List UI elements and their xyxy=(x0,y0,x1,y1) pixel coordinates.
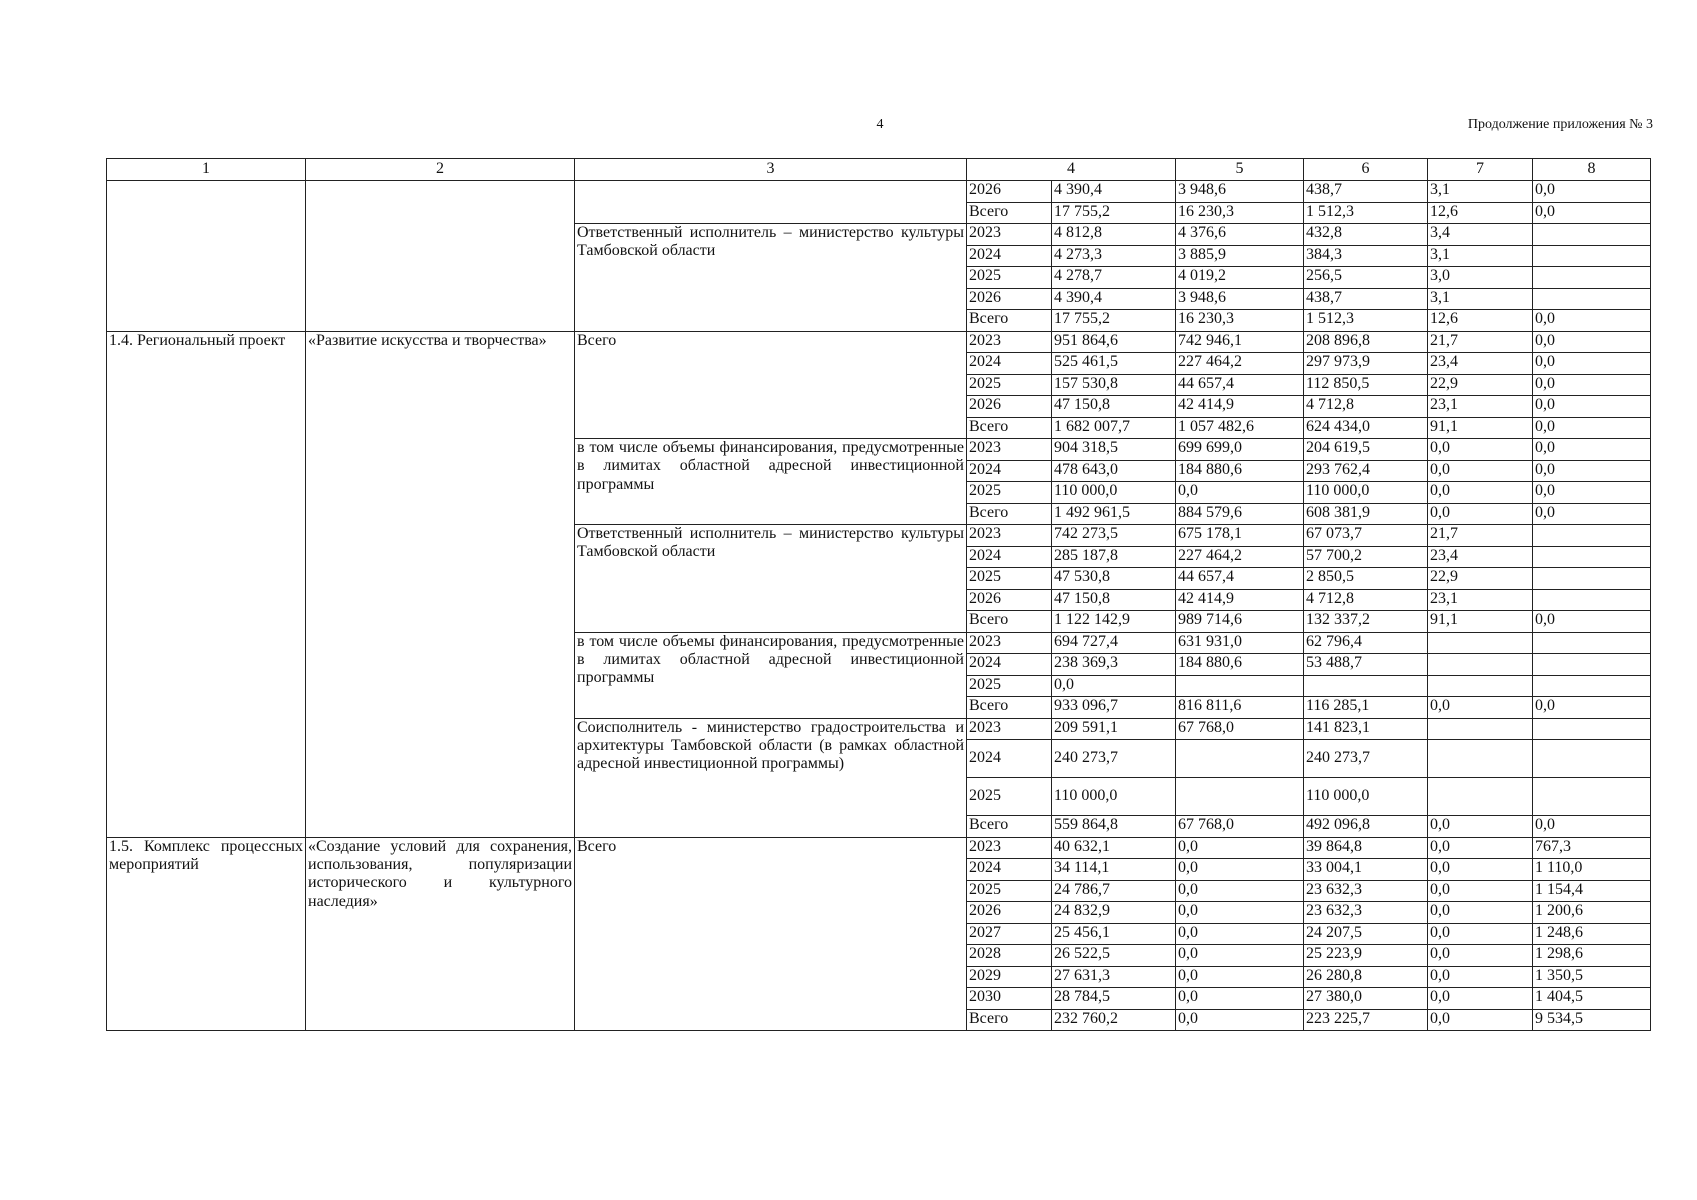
year-cell: 2024 xyxy=(967,740,1052,778)
value-cell: 27 631,3 xyxy=(1052,966,1176,988)
value-cell: 0,0 xyxy=(1533,310,1651,332)
value-cell: 26 522,5 xyxy=(1052,945,1176,967)
section-name-cell: «Создание условий для сохранения, использования, популяризации исторического и культурного наследия» xyxy=(306,837,575,1031)
value-cell: 904 318,5 xyxy=(1052,439,1176,461)
value-cell: 0,0 xyxy=(1428,923,1533,945)
funding-table xyxy=(106,158,1651,1031)
value-cell: 0,0 xyxy=(1428,1009,1533,1031)
value-cell xyxy=(1533,525,1651,547)
value-cell: 67 073,7 xyxy=(1304,525,1428,547)
value-cell xyxy=(1428,654,1533,676)
value-cell xyxy=(1533,267,1651,289)
value-cell: 0,0 xyxy=(1176,880,1304,902)
description-cell: Всего xyxy=(575,837,967,1031)
value-cell xyxy=(1428,632,1533,654)
table-row xyxy=(107,837,1651,859)
value-cell xyxy=(1428,675,1533,697)
value-cell: 742 946,1 xyxy=(1176,331,1304,353)
value-cell: 0,0 xyxy=(1428,460,1533,482)
value-cell: 16 230,3 xyxy=(1176,310,1304,332)
value-cell: 27 380,0 xyxy=(1304,988,1428,1010)
year-cell: 2024 xyxy=(967,353,1052,375)
value-cell: 4 390,4 xyxy=(1052,288,1176,310)
value-cell: 4 273,3 xyxy=(1052,245,1176,267)
year-cell: 2023 xyxy=(967,718,1052,740)
value-cell: 57 700,2 xyxy=(1304,546,1428,568)
value-cell xyxy=(1428,718,1533,740)
value-cell: 0,0 xyxy=(1428,988,1533,1010)
value-cell: 4 019,2 xyxy=(1176,267,1304,289)
value-cell: 0,0 xyxy=(1428,816,1533,838)
value-cell: 47 150,8 xyxy=(1052,589,1176,611)
description-cell: Соисполнитель - министерство градостроительства и архитектуры Тамбовской области (в рамках областной адресной инвестиционной программы) xyxy=(575,718,967,837)
value-cell: 23,4 xyxy=(1428,546,1533,568)
value-cell: 1 512,3 xyxy=(1304,310,1428,332)
year-cell: 2025 xyxy=(967,374,1052,396)
year-cell: 2023 xyxy=(967,525,1052,547)
value-cell: 0,0 xyxy=(1428,945,1533,967)
value-cell: 21,7 xyxy=(1428,331,1533,353)
value-cell: 39 864,8 xyxy=(1304,837,1428,859)
value-cell: 608 381,9 xyxy=(1304,503,1428,525)
continuation-note: Продолжение приложения № 3 xyxy=(1467,117,1653,132)
value-cell: 384,3 xyxy=(1304,245,1428,267)
value-cell: 28 784,5 xyxy=(1052,988,1176,1010)
year-cell: 2023 xyxy=(967,837,1052,859)
value-cell: 0,0 xyxy=(1428,966,1533,988)
value-cell: 1 492 961,5 xyxy=(1052,503,1176,525)
year-cell: Всего xyxy=(967,611,1052,633)
year-cell: 2023 xyxy=(967,331,1052,353)
value-cell: 0,0 xyxy=(1533,460,1651,482)
value-cell: 47 530,8 xyxy=(1052,568,1176,590)
value-cell: 12,6 xyxy=(1428,310,1533,332)
value-cell: 1 110,0 xyxy=(1533,859,1651,881)
section-code-cell xyxy=(107,181,306,332)
value-cell: 4 390,4 xyxy=(1052,181,1176,203)
value-cell: 525 461,5 xyxy=(1052,353,1176,375)
value-cell: 112 850,5 xyxy=(1304,374,1428,396)
col-header: 3 xyxy=(575,159,967,181)
col-header: 8 xyxy=(1533,159,1651,181)
value-cell: 0,0 xyxy=(1176,988,1304,1010)
description-cell: в том числе объемы финансирования, предусмотренные в лимитах областной адресной инвестиционной программы xyxy=(575,439,967,525)
value-cell: 204 619,5 xyxy=(1304,439,1428,461)
year-cell: 2023 xyxy=(967,224,1052,246)
value-cell: 116 285,1 xyxy=(1304,697,1428,719)
year-cell: 2026 xyxy=(967,181,1052,203)
value-cell: 989 714,6 xyxy=(1176,611,1304,633)
value-cell: 0,0 xyxy=(1176,923,1304,945)
value-cell: 24 786,7 xyxy=(1052,880,1176,902)
value-cell: 0,0 xyxy=(1176,902,1304,924)
description-cell: в том числе объемы финансирования, предусмотренные в лимитах областной адресной инвестиционной программы xyxy=(575,632,967,718)
value-cell: 0,0 xyxy=(1176,859,1304,881)
section-name-cell: «Развитие искусства и творчества» xyxy=(306,331,575,837)
value-cell: 0,0 xyxy=(1533,697,1651,719)
year-cell: 2026 xyxy=(967,902,1052,924)
value-cell: 24 207,5 xyxy=(1304,923,1428,945)
value-cell: 0,0 xyxy=(1428,697,1533,719)
value-cell: 1 200,6 xyxy=(1533,902,1651,924)
value-cell: 141 823,1 xyxy=(1304,718,1428,740)
value-cell: 184 880,6 xyxy=(1176,654,1304,676)
section-name-cell xyxy=(306,181,575,332)
col-header: 2 xyxy=(306,159,575,181)
year-cell: 2026 xyxy=(967,589,1052,611)
value-cell: 0,0 xyxy=(1533,331,1651,353)
year-cell: 2024 xyxy=(967,245,1052,267)
value-cell: 1 404,5 xyxy=(1533,988,1651,1010)
year-cell: 2025 xyxy=(967,568,1052,590)
value-cell: 12,6 xyxy=(1428,202,1533,224)
value-cell: 4 712,8 xyxy=(1304,396,1428,418)
value-cell: 209 591,1 xyxy=(1052,718,1176,740)
value-cell xyxy=(1533,675,1651,697)
year-cell: 2025 xyxy=(967,880,1052,902)
value-cell: 1 512,3 xyxy=(1304,202,1428,224)
table-row xyxy=(107,181,1651,203)
col-header: 7 xyxy=(1428,159,1533,181)
value-cell: 742 273,5 xyxy=(1052,525,1176,547)
value-cell: 1 350,5 xyxy=(1533,966,1651,988)
value-cell: 0,0 xyxy=(1533,353,1651,375)
value-cell: 208 896,8 xyxy=(1304,331,1428,353)
value-cell: 4 712,8 xyxy=(1304,589,1428,611)
year-cell: 2025 xyxy=(967,267,1052,289)
value-cell: 24 832,9 xyxy=(1052,902,1176,924)
value-cell: 2 850,5 xyxy=(1304,568,1428,590)
year-cell: 2024 xyxy=(967,859,1052,881)
value-cell xyxy=(1533,740,1651,778)
value-cell: 42 414,9 xyxy=(1176,589,1304,611)
value-cell xyxy=(1533,654,1651,676)
value-cell: 3,0 xyxy=(1428,267,1533,289)
year-cell: 2025 xyxy=(967,778,1052,816)
value-cell: 25 456,1 xyxy=(1052,923,1176,945)
value-cell: 933 096,7 xyxy=(1052,697,1176,719)
value-cell: 240 273,7 xyxy=(1052,740,1176,778)
value-cell xyxy=(1176,778,1304,816)
value-cell: 0,0 xyxy=(1428,439,1533,461)
value-cell: 23,1 xyxy=(1428,396,1533,418)
description-cell: Всего xyxy=(575,331,967,439)
value-cell: 432,8 xyxy=(1304,224,1428,246)
value-cell: 0,0 xyxy=(1533,181,1651,203)
value-cell: 67 768,0 xyxy=(1176,718,1304,740)
value-cell: 0,0 xyxy=(1533,202,1651,224)
col-header: 6 xyxy=(1304,159,1428,181)
year-cell: Всего xyxy=(967,1009,1052,1031)
year-cell: 2024 xyxy=(967,460,1052,482)
value-cell: 53 488,7 xyxy=(1304,654,1428,676)
year-cell: Всего xyxy=(967,816,1052,838)
value-cell: 34 114,1 xyxy=(1052,859,1176,881)
year-cell: 2024 xyxy=(967,546,1052,568)
value-cell: 3,1 xyxy=(1428,288,1533,310)
value-cell: 21,7 xyxy=(1428,525,1533,547)
value-cell xyxy=(1533,288,1651,310)
value-cell: 478 643,0 xyxy=(1052,460,1176,482)
value-cell xyxy=(1533,589,1651,611)
value-cell: 0,0 xyxy=(1533,503,1651,525)
value-cell: 3,1 xyxy=(1428,181,1533,203)
value-cell: 3,1 xyxy=(1428,245,1533,267)
value-cell: 223 225,7 xyxy=(1304,1009,1428,1031)
value-cell: 23 632,3 xyxy=(1304,902,1428,924)
value-cell: 3 885,9 xyxy=(1176,245,1304,267)
value-cell: 62 796,4 xyxy=(1304,632,1428,654)
value-cell: 23,4 xyxy=(1428,353,1533,375)
year-cell: 2025 xyxy=(967,482,1052,504)
year-cell: Всего xyxy=(967,202,1052,224)
value-cell: 0,0 xyxy=(1533,611,1651,633)
value-cell: 238 369,3 xyxy=(1052,654,1176,676)
value-cell xyxy=(1533,632,1651,654)
value-cell: 492 096,8 xyxy=(1304,816,1428,838)
value-cell: 227 464,2 xyxy=(1176,353,1304,375)
value-cell: 67 768,0 xyxy=(1176,816,1304,838)
value-cell: 4 812,8 xyxy=(1052,224,1176,246)
table-row xyxy=(107,331,1651,353)
value-cell: 227 464,2 xyxy=(1176,546,1304,568)
value-cell: 1 248,6 xyxy=(1533,923,1651,945)
value-cell: 0,0 xyxy=(1428,837,1533,859)
value-cell: 47 150,8 xyxy=(1052,396,1176,418)
year-cell: 2026 xyxy=(967,288,1052,310)
value-cell: 17 755,2 xyxy=(1052,202,1176,224)
value-cell: 0,0 xyxy=(1176,837,1304,859)
value-cell: 0,0 xyxy=(1428,503,1533,525)
value-cell: 0,0 xyxy=(1428,880,1533,902)
value-cell: 438,7 xyxy=(1304,181,1428,203)
value-cell: 0,0 xyxy=(1176,1009,1304,1031)
value-cell: 0,0 xyxy=(1533,439,1651,461)
year-cell: Всего xyxy=(967,417,1052,439)
value-cell: 0,0 xyxy=(1428,902,1533,924)
value-cell: 1 682 007,7 xyxy=(1052,417,1176,439)
value-cell: 110 000,0 xyxy=(1304,482,1428,504)
col-header: 4 xyxy=(967,159,1176,181)
value-cell: 1 122 142,9 xyxy=(1052,611,1176,633)
value-cell: 631 931,0 xyxy=(1176,632,1304,654)
year-cell: 2023 xyxy=(967,439,1052,461)
year-cell: Всего xyxy=(967,310,1052,332)
value-cell: 297 973,9 xyxy=(1304,353,1428,375)
value-cell: 3 948,6 xyxy=(1176,288,1304,310)
year-cell: 2030 xyxy=(967,988,1052,1010)
value-cell xyxy=(1176,740,1304,778)
value-cell: 694 727,4 xyxy=(1052,632,1176,654)
page-number: 4 xyxy=(876,117,884,132)
year-cell: Всего xyxy=(967,697,1052,719)
year-cell: 2024 xyxy=(967,654,1052,676)
year-cell: 2027 xyxy=(967,923,1052,945)
value-cell: 26 280,8 xyxy=(1304,966,1428,988)
value-cell: 559 864,8 xyxy=(1052,816,1176,838)
col-header: 5 xyxy=(1176,159,1304,181)
value-cell xyxy=(1428,778,1533,816)
value-cell: 3 948,6 xyxy=(1176,181,1304,203)
value-cell xyxy=(1304,675,1428,697)
value-cell xyxy=(1533,718,1651,740)
year-cell: 2029 xyxy=(967,966,1052,988)
section-code-cell: 1.4. Региональный проект xyxy=(107,331,306,837)
value-cell: 240 273,7 xyxy=(1304,740,1428,778)
header-row xyxy=(107,159,1651,181)
value-cell: 1 057 482,6 xyxy=(1176,417,1304,439)
value-cell: 232 760,2 xyxy=(1052,1009,1176,1031)
value-cell: 23,1 xyxy=(1428,589,1533,611)
value-cell: 1 298,6 xyxy=(1533,945,1651,967)
value-cell: 767,3 xyxy=(1533,837,1651,859)
value-cell: 0,0 xyxy=(1176,966,1304,988)
value-cell: 438,7 xyxy=(1304,288,1428,310)
description-cell: Ответственный исполнитель – министерство культуры Тамбовской области xyxy=(575,224,967,332)
value-cell: 157 530,8 xyxy=(1052,374,1176,396)
value-cell: 9 534,5 xyxy=(1533,1009,1651,1031)
value-cell: 699 699,0 xyxy=(1176,439,1304,461)
value-cell: 884 579,6 xyxy=(1176,503,1304,525)
value-cell xyxy=(1533,245,1651,267)
value-cell: 285 187,8 xyxy=(1052,546,1176,568)
year-cell: 2023 xyxy=(967,632,1052,654)
section-code-cell: 1.5. Комплекс процессных мероприятий xyxy=(107,837,306,1031)
value-cell: 951 864,6 xyxy=(1052,331,1176,353)
value-cell: 0,0 xyxy=(1428,482,1533,504)
value-cell: 25 223,9 xyxy=(1304,945,1428,967)
value-cell: 0,0 xyxy=(1533,396,1651,418)
value-cell: 40 632,1 xyxy=(1052,837,1176,859)
value-cell: 42 414,9 xyxy=(1176,396,1304,418)
value-cell xyxy=(1533,224,1651,246)
value-cell: 3,4 xyxy=(1428,224,1533,246)
value-cell: 23 632,3 xyxy=(1304,880,1428,902)
value-cell: 184 880,6 xyxy=(1176,460,1304,482)
table-body xyxy=(107,181,1651,1031)
value-cell xyxy=(1176,675,1304,697)
year-cell: 2025 xyxy=(967,675,1052,697)
value-cell xyxy=(1533,568,1651,590)
value-cell: 0,0 xyxy=(1533,417,1651,439)
value-cell: 33 004,1 xyxy=(1304,859,1428,881)
value-cell: 16 230,3 xyxy=(1176,202,1304,224)
description-cell xyxy=(575,181,967,224)
value-cell: 0,0 xyxy=(1428,859,1533,881)
value-cell: 4 278,7 xyxy=(1052,267,1176,289)
value-cell: 22,9 xyxy=(1428,374,1533,396)
value-cell: 132 337,2 xyxy=(1304,611,1428,633)
value-cell xyxy=(1533,546,1651,568)
value-cell: 0,0 xyxy=(1176,482,1304,504)
value-cell: 0,0 xyxy=(1176,945,1304,967)
value-cell: 675 178,1 xyxy=(1176,525,1304,547)
value-cell: 22,9 xyxy=(1428,568,1533,590)
value-cell: 110 000,0 xyxy=(1052,482,1176,504)
value-cell: 17 755,2 xyxy=(1052,310,1176,332)
value-cell: 110 000,0 xyxy=(1304,778,1428,816)
value-cell xyxy=(1428,740,1533,778)
value-cell: 0,0 xyxy=(1533,482,1651,504)
value-cell: 0,0 xyxy=(1052,675,1176,697)
value-cell: 91,1 xyxy=(1428,611,1533,633)
value-cell: 0,0 xyxy=(1533,816,1651,838)
value-cell: 816 811,6 xyxy=(1176,697,1304,719)
value-cell: 91,1 xyxy=(1428,417,1533,439)
value-cell: 1 154,4 xyxy=(1533,880,1651,902)
value-cell: 0,0 xyxy=(1533,374,1651,396)
year-cell: Всего xyxy=(967,503,1052,525)
description-cell: Ответственный исполнитель – министерство культуры Тамбовской области xyxy=(575,525,967,633)
value-cell: 110 000,0 xyxy=(1052,778,1176,816)
year-cell: 2028 xyxy=(967,945,1052,967)
value-cell: 44 657,4 xyxy=(1176,374,1304,396)
year-cell: 2026 xyxy=(967,396,1052,418)
value-cell: 256,5 xyxy=(1304,267,1428,289)
value-cell: 293 762,4 xyxy=(1304,460,1428,482)
col-header: 1 xyxy=(107,159,306,181)
value-cell xyxy=(1533,778,1651,816)
value-cell: 4 376,6 xyxy=(1176,224,1304,246)
value-cell: 624 434,0 xyxy=(1304,417,1428,439)
value-cell: 44 657,4 xyxy=(1176,568,1304,590)
